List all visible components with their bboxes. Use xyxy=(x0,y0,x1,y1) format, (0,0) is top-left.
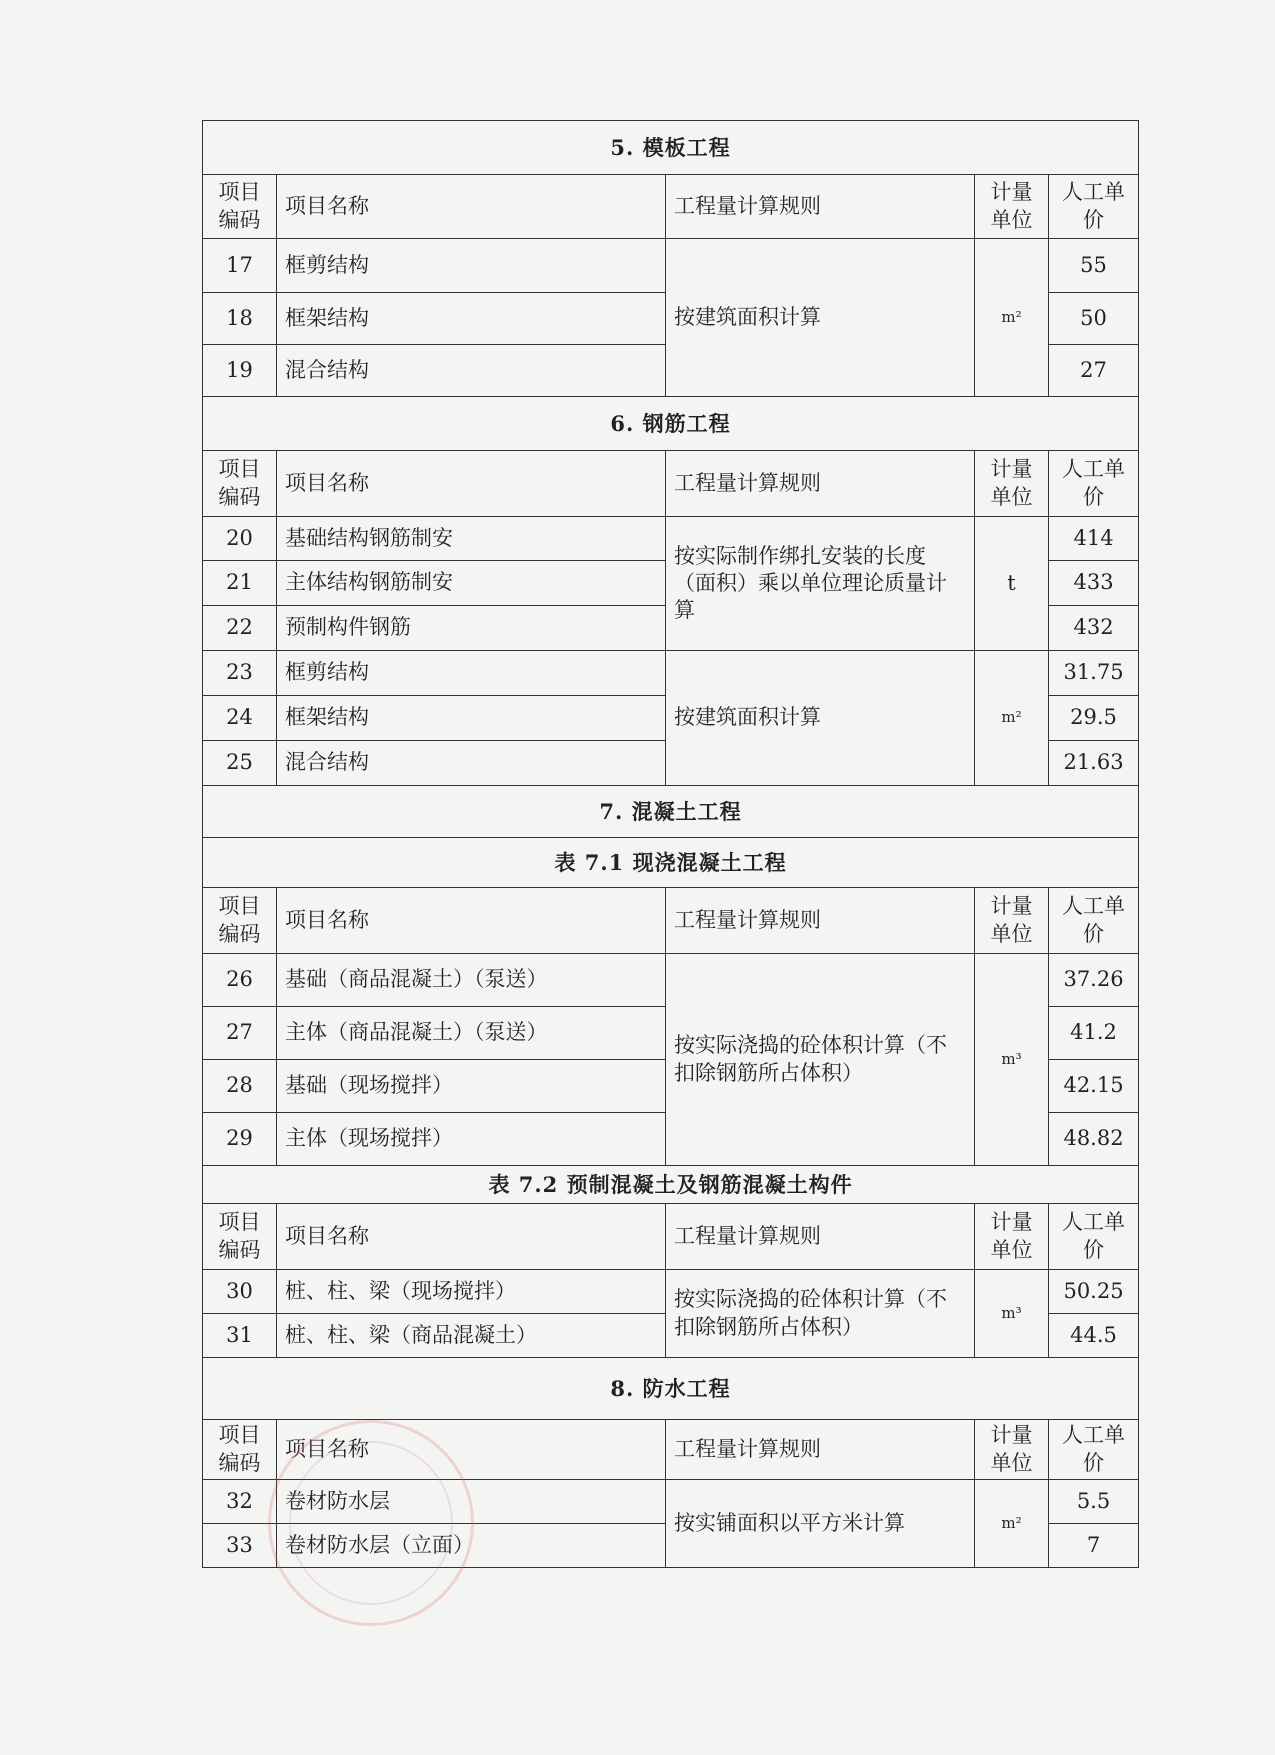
item-code: 18 xyxy=(203,293,277,345)
item-code: 26 xyxy=(203,954,277,1007)
item-name: 卷材防水层（立面） xyxy=(277,1524,666,1568)
table-row xyxy=(203,954,1139,1007)
unit-cell: t xyxy=(975,517,1049,651)
item-code: 21 xyxy=(203,561,277,606)
unit-cell: m² xyxy=(975,1480,1049,1568)
pricing-table xyxy=(202,120,1139,1568)
table-row xyxy=(203,239,1139,293)
item-code: 19 xyxy=(203,345,277,397)
item-name: 卷材防水层 xyxy=(277,1480,666,1524)
item-code: 23 xyxy=(203,651,277,696)
section-row xyxy=(203,1358,1139,1420)
table-row xyxy=(203,651,1139,696)
item-price: 432 xyxy=(1049,606,1139,651)
header-unit: 计量单位 xyxy=(975,451,1049,517)
header-rule: 工程量计算规则 xyxy=(666,1204,975,1270)
item-code: 24 xyxy=(203,696,277,741)
header-name: 项目名称 xyxy=(277,1420,666,1480)
item-name: 框架结构 xyxy=(277,293,666,345)
item-code: 32 xyxy=(203,1480,277,1524)
item-name: 桩、柱、梁（商品混凝土） xyxy=(277,1314,666,1358)
table-row xyxy=(203,1480,1139,1524)
item-name: 桩、柱、梁（现场搅拌） xyxy=(277,1270,666,1314)
item-code: 25 xyxy=(203,741,277,786)
unit-cell: m² xyxy=(975,651,1049,786)
item-price: 42.15 xyxy=(1049,1060,1139,1113)
header-code: 项目编码 xyxy=(203,451,277,517)
header-name: 项目名称 xyxy=(277,888,666,954)
header-unit: 计量单位 xyxy=(975,1204,1049,1270)
item-code: 31 xyxy=(203,1314,277,1358)
item-name: 基础（商品混凝土）（泵送） xyxy=(277,954,666,1007)
header-name: 项目名称 xyxy=(277,451,666,517)
item-price: 50.25 xyxy=(1049,1270,1139,1314)
item-name: 框剪结构 xyxy=(277,651,666,696)
header-rule: 工程量计算规则 xyxy=(666,451,975,517)
header-row xyxy=(203,175,1139,239)
section-title-5: 5. 模板工程 xyxy=(203,121,1139,175)
item-price: 433 xyxy=(1049,561,1139,606)
item-price: 414 xyxy=(1049,517,1139,561)
header-unit: 计量单位 xyxy=(975,1420,1049,1480)
header-price: 人工单价 xyxy=(1049,1420,1139,1480)
item-code: 20 xyxy=(203,517,277,561)
header-code: 项目编码 xyxy=(203,1204,277,1270)
item-name: 主体（商品混凝土）（泵送） xyxy=(277,1007,666,1060)
header-price: 人工单价 xyxy=(1049,175,1139,239)
section-row xyxy=(203,786,1139,838)
item-code: 30 xyxy=(203,1270,277,1314)
item-price: 5.5 xyxy=(1049,1480,1139,1524)
item-price: 31.75 xyxy=(1049,651,1139,696)
calc-rule: 按实际浇捣的砼体积计算（不扣除钢筋所占体积） xyxy=(666,1270,975,1358)
item-name: 框剪结构 xyxy=(277,239,666,293)
table-row xyxy=(203,517,1139,561)
item-price: 50 xyxy=(1049,293,1139,345)
header-row xyxy=(203,451,1139,517)
section-title-6: 6. 钢筋工程 xyxy=(203,397,1139,451)
section-row xyxy=(203,1166,1139,1204)
item-code: 17 xyxy=(203,239,277,293)
table-title-7-2: 表 7.2 预制混凝土及钢筋混凝土构件 xyxy=(203,1166,1139,1204)
item-price: 44.5 xyxy=(1049,1314,1139,1358)
calc-rule: 按实际浇捣的砼体积计算（不扣除钢筋所占体积） xyxy=(666,954,975,1166)
item-name: 框架结构 xyxy=(277,696,666,741)
header-name: 项目名称 xyxy=(277,1204,666,1270)
section-title-8: 8. 防水工程 xyxy=(203,1358,1139,1420)
unit-cell: m² xyxy=(975,239,1049,397)
item-price: 21.63 xyxy=(1049,741,1139,786)
item-price: 7 xyxy=(1049,1524,1139,1568)
table-title-7-1: 表 7.1 现浇混凝土工程 xyxy=(203,838,1139,888)
item-name: 基础（现场搅拌） xyxy=(277,1060,666,1113)
unit-cell: m³ xyxy=(975,1270,1049,1358)
header-rule: 工程量计算规则 xyxy=(666,175,975,239)
header-row xyxy=(203,1204,1139,1270)
item-code: 22 xyxy=(203,606,277,651)
calc-rule: 按建筑面积计算 xyxy=(666,651,975,786)
document-page xyxy=(202,120,1138,1568)
header-price: 人工单价 xyxy=(1049,888,1139,954)
table-row xyxy=(203,1270,1139,1314)
item-price: 27 xyxy=(1049,345,1139,397)
calc-rule: 按建筑面积计算 xyxy=(666,239,975,397)
header-rule: 工程量计算规则 xyxy=(666,888,975,954)
item-name: 混合结构 xyxy=(277,345,666,397)
calc-rule: 按实际制作绑扎安装的长度（面积）乘以单位理论质量计算 xyxy=(666,517,975,651)
header-price: 人工单价 xyxy=(1049,1204,1139,1270)
section-row xyxy=(203,397,1139,451)
header-name: 项目名称 xyxy=(277,175,666,239)
header-code: 项目编码 xyxy=(203,1420,277,1480)
item-price: 37.26 xyxy=(1049,954,1139,1007)
unit-cell: m³ xyxy=(975,954,1049,1166)
item-code: 33 xyxy=(203,1524,277,1568)
header-unit: 计量单位 xyxy=(975,175,1049,239)
header-price: 人工单价 xyxy=(1049,451,1139,517)
item-code: 29 xyxy=(203,1113,277,1166)
header-row xyxy=(203,888,1139,954)
header-code: 项目编码 xyxy=(203,888,277,954)
calc-rule: 按实铺面积以平方米计算 xyxy=(666,1480,975,1568)
item-name: 预制构件钢筋 xyxy=(277,606,666,651)
item-name: 基础结构钢筋制安 xyxy=(277,517,666,561)
item-price: 48.82 xyxy=(1049,1113,1139,1166)
item-price: 29.5 xyxy=(1049,696,1139,741)
section-title-7: 7. 混凝土工程 xyxy=(203,786,1139,838)
section-row xyxy=(203,121,1139,175)
item-price: 55 xyxy=(1049,239,1139,293)
item-code: 28 xyxy=(203,1060,277,1113)
header-row xyxy=(203,1420,1139,1480)
header-unit: 计量单位 xyxy=(975,888,1049,954)
section-row xyxy=(203,838,1139,888)
header-code: 项目编码 xyxy=(203,175,277,239)
item-name: 主体结构钢筋制安 xyxy=(277,561,666,606)
item-code: 27 xyxy=(203,1007,277,1060)
header-rule: 工程量计算规则 xyxy=(666,1420,975,1480)
item-price: 41.2 xyxy=(1049,1007,1139,1060)
item-name: 主体（现场搅拌） xyxy=(277,1113,666,1166)
item-name: 混合结构 xyxy=(277,741,666,786)
